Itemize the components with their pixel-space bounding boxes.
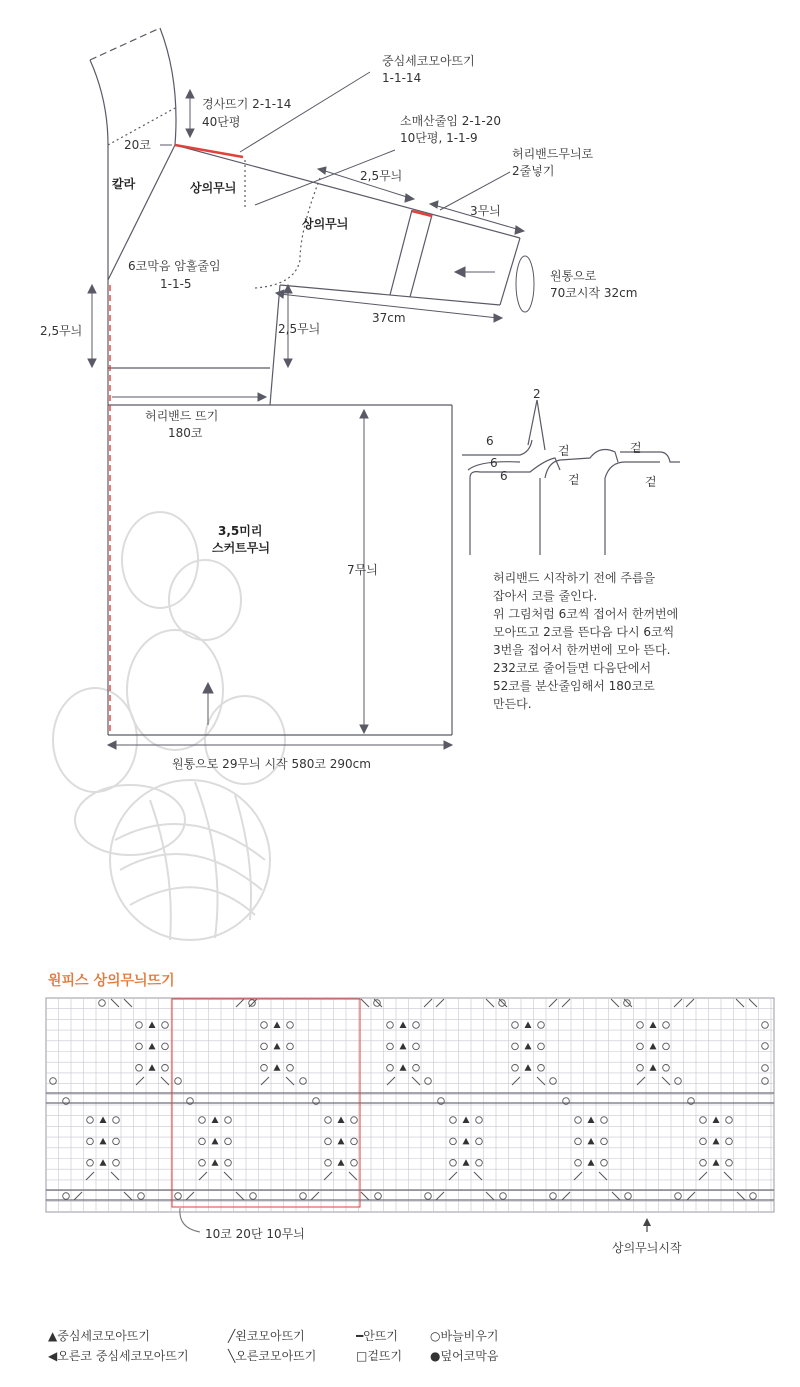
yarn-over-symbol xyxy=(700,1117,707,1124)
yarn-over-symbol xyxy=(550,1193,557,1200)
note-line: 위 그림처럼 6코씩 접어서 한꺼번에 xyxy=(493,607,679,621)
left-decrease-symbol xyxy=(699,1172,707,1180)
center-decrease-symbol xyxy=(713,1159,720,1166)
yarn-over-symbol xyxy=(249,1000,256,1007)
stitch-chart-symbols xyxy=(50,999,769,1200)
legend-item: ▲중심세코모아뜨기 xyxy=(48,1329,150,1343)
left-decrease-symbol xyxy=(324,1172,332,1180)
right-decrease-symbol xyxy=(124,1192,132,1200)
yarn-over-symbol xyxy=(575,1160,582,1167)
left-decrease-symbol xyxy=(436,1192,444,1200)
left-decrease-symbol xyxy=(186,1192,194,1200)
note-line: 3번을 접어서 한꺼번에 모아 뜬다. xyxy=(493,643,671,657)
left-decrease-symbol xyxy=(236,999,244,1007)
center-decrease-symbol xyxy=(525,1043,532,1050)
yarn-over-symbol xyxy=(387,1065,394,1072)
yarn-over-symbol xyxy=(87,1138,94,1145)
waistband-knit-label: 허리밴드 뜨기 xyxy=(145,409,219,423)
yarn-over-symbol xyxy=(476,1160,483,1167)
left-decrease-symbol xyxy=(424,999,432,1007)
right-decrease-symbol xyxy=(486,999,494,1007)
yarn-over-symbol xyxy=(538,1065,545,1072)
yarn-over-symbol xyxy=(136,1043,143,1050)
legend-item: ╲오른코모아뜨기 xyxy=(228,1349,317,1363)
yarn-over-symbol xyxy=(136,1065,143,1072)
yarn-over-symbol xyxy=(726,1160,733,1167)
height-25-mid-label: 2,5무늬 xyxy=(278,322,321,336)
yarn-over-symbol xyxy=(575,1138,582,1145)
left-decrease-symbol xyxy=(199,1172,207,1180)
yarn-over-symbol xyxy=(162,1043,169,1050)
height-7-label: 7무늬 xyxy=(347,563,378,577)
yarn-over-symbol xyxy=(726,1138,733,1145)
right-decrease-symbol xyxy=(111,999,119,1007)
left-decrease-symbol xyxy=(449,1172,457,1180)
yarn-over-symbol xyxy=(225,1117,232,1124)
note-line: 52코를 분산줄임해서 180코로 xyxy=(493,679,655,693)
yarn-over-symbol xyxy=(476,1117,483,1124)
center-decrease-symbol xyxy=(149,1022,156,1029)
center-decrease-symbol xyxy=(400,1043,407,1050)
center-decrease-symbol xyxy=(212,1138,219,1145)
yarn-over-symbol xyxy=(500,1193,507,1200)
yarn-over-symbol xyxy=(113,1117,120,1124)
yarn-over-symbol xyxy=(476,1138,483,1145)
center-decrease-label: 중심세코모아뜨기 xyxy=(382,54,475,68)
yarn-over-symbol xyxy=(575,1117,582,1124)
note-line: 잡아서 코를 줄인다. xyxy=(493,589,598,603)
right-decrease-symbol xyxy=(361,1192,369,1200)
yarn-over-symbol xyxy=(637,1065,644,1072)
left-decrease-symbol xyxy=(686,999,694,1007)
yarn-over-symbol xyxy=(375,1193,382,1200)
pleat-note xyxy=(493,570,678,711)
yarn-over-symbol xyxy=(199,1117,206,1124)
center-decrease-symbol xyxy=(463,1138,470,1145)
center-decrease-symbol xyxy=(338,1117,345,1124)
yarn-over-symbol xyxy=(225,1160,232,1167)
center-decrease-symbol xyxy=(100,1117,107,1124)
yarn-over-symbol xyxy=(287,1022,294,1029)
yarn-over-symbol xyxy=(225,1138,232,1145)
start-note: 상의무늬시작 xyxy=(612,1241,682,1255)
yarn-over-symbol xyxy=(87,1160,94,1167)
legend-item: ◀오른코 중심세코모아뜨기 xyxy=(48,1349,189,1363)
yarn-over-symbol xyxy=(250,1193,257,1200)
pleat-fold-labels xyxy=(486,387,657,489)
right-decrease-symbol xyxy=(474,1172,482,1180)
yarn-over-symbol xyxy=(601,1117,608,1124)
skirt-pattern-label: 스커트무늬 xyxy=(212,541,270,555)
yarn-over-symbol xyxy=(663,1043,670,1050)
center-decrease-symbol xyxy=(650,1043,657,1050)
right-decrease-symbol xyxy=(737,1192,745,1200)
center-decrease-symbol xyxy=(588,1117,595,1124)
yarn-over-symbol xyxy=(261,1043,268,1050)
yarn-over-symbol xyxy=(351,1160,358,1167)
right-decrease-symbol xyxy=(224,1172,232,1180)
center-decrease-symbol xyxy=(338,1159,345,1166)
yarn-over-symbol xyxy=(425,1193,432,1200)
center-decrease-symbol xyxy=(274,1022,281,1029)
yarn-over-symbol xyxy=(762,1065,769,1072)
center-decrease-symbol xyxy=(463,1117,470,1124)
width-25-top-label: 2,5무늬 xyxy=(360,169,403,183)
center-decrease-symbol xyxy=(149,1043,156,1050)
yarn-over-symbol xyxy=(138,1193,145,1200)
left-decrease-symbol xyxy=(562,999,570,1007)
left-decrease-symbol xyxy=(74,1192,82,1200)
yarn-over-symbol xyxy=(325,1160,332,1167)
note-line: 232코로 줄어들면 다음단에서 xyxy=(493,661,652,675)
center-decrease-symbol xyxy=(212,1159,219,1166)
yarn-over-symbol xyxy=(136,1022,143,1029)
waistband-pattern-label: 허리밴드무늬로 xyxy=(512,147,594,161)
yarn-over-symbol xyxy=(387,1043,394,1050)
legend-item: ╱왼코모아뜨기 xyxy=(228,1329,305,1343)
yarn-over-symbol xyxy=(175,1193,182,1200)
skirt-needle-label: 3,5미리 xyxy=(218,524,263,538)
yarn-over-symbol xyxy=(87,1117,94,1124)
right-decrease-symbol xyxy=(486,1192,494,1200)
yarn-over-symbol xyxy=(726,1117,733,1124)
center-decrease-symbol xyxy=(100,1159,107,1166)
center-decrease-symbol xyxy=(274,1043,281,1050)
bodice-pattern-label-2: 상의무늬 xyxy=(302,217,349,231)
yarn-over-symbol xyxy=(162,1022,169,1029)
center-decrease-symbol xyxy=(713,1117,720,1124)
yarn-over-symbol xyxy=(199,1138,206,1145)
height-25-left-label: 2,5무늬 xyxy=(40,324,83,338)
center-decrease-symbol xyxy=(149,1064,156,1071)
sleeve-cap-sub: 10단평, 1-1-9 xyxy=(400,131,478,145)
waistband-stitches-label: 180코 xyxy=(168,426,203,440)
right-decrease-symbol xyxy=(611,999,619,1007)
yarn-over-symbol xyxy=(700,1138,707,1145)
fold-outside-label-4: 겉 xyxy=(645,475,657,489)
left-decrease-symbol xyxy=(311,1192,319,1200)
yarn-over-symbol xyxy=(99,1000,106,1007)
yarn-over-symbol xyxy=(663,1065,670,1072)
in-round-label: 원통으로 xyxy=(550,269,597,283)
yarn-over-symbol xyxy=(601,1160,608,1167)
center-decrease-symbol xyxy=(650,1022,657,1029)
left-decrease-symbol xyxy=(549,999,557,1007)
yarn-over-symbol xyxy=(538,1043,545,1050)
slope-label: 경사뜨기 2-1-14 xyxy=(202,97,292,111)
waistband-pattern-sub: 2줄넣기 xyxy=(512,164,555,178)
stitch-chart-grid xyxy=(46,998,774,1212)
yarn-over-symbol xyxy=(162,1065,169,1072)
yarn-over-symbol xyxy=(637,1043,644,1050)
fold-6-label-c: 6 xyxy=(500,469,508,483)
yarn-over-symbol xyxy=(512,1022,519,1029)
yarn-over-symbol xyxy=(450,1138,457,1145)
width-3-label: 3무늬 xyxy=(470,204,501,218)
yarn-over-symbol xyxy=(287,1065,294,1072)
cactus-yarn-watermark xyxy=(53,512,285,940)
yarn-over-symbol xyxy=(499,1000,506,1007)
legend xyxy=(48,1328,499,1363)
yarn-over-symbol xyxy=(601,1138,608,1145)
note-line: 모아뜨고 2코를 뜬다음 다시 6코씩 xyxy=(493,625,675,639)
left-decrease-symbol xyxy=(674,999,682,1007)
right-decrease-symbol xyxy=(111,1172,119,1180)
in-round-sub: 70코시작 32cm xyxy=(550,286,638,300)
yarn-over-symbol xyxy=(512,1065,519,1072)
yarn-over-symbol xyxy=(113,1138,120,1145)
center-decrease-symbol xyxy=(274,1064,281,1071)
yarn-over-symbol xyxy=(261,1065,268,1072)
legend-item: ━안뜨기 xyxy=(356,1329,399,1343)
center-decrease-symbol xyxy=(525,1022,532,1029)
length-37cm-label: 37cm xyxy=(372,311,406,325)
yarn-over-symbol xyxy=(762,1043,769,1050)
bottom-width-label: 원통으로 29무늬 시작 580코 290cm xyxy=(172,757,371,771)
yarn-over-symbol xyxy=(750,1193,757,1200)
yarn-over-symbol xyxy=(261,1022,268,1029)
armhole-decrease-label: 6코막음 암홀줄임 xyxy=(128,259,221,273)
start-arrowhead-icon xyxy=(643,1218,651,1226)
yarn-over-symbol xyxy=(63,1193,70,1200)
center-decrease-symbol xyxy=(588,1159,595,1166)
yarn-over-symbol xyxy=(413,1065,420,1072)
yarn-over-symbol xyxy=(663,1022,670,1029)
left-decrease-symbol xyxy=(562,1192,570,1200)
yarn-over-symbol xyxy=(637,1022,644,1029)
yarn-over-symbol xyxy=(450,1160,457,1167)
right-decrease-symbol xyxy=(724,1172,732,1180)
stitches-20-label: 20코 xyxy=(124,138,151,152)
note-line: 만든다. xyxy=(493,697,532,711)
armhole-decrease-sub: 1-1-5 xyxy=(160,277,192,291)
yarn-over-symbol xyxy=(675,1193,682,1200)
fold-6-label-b: 6 xyxy=(490,456,498,470)
slope-sub: 40단평 xyxy=(202,115,241,129)
fold-2-label: 2 xyxy=(533,387,541,401)
center-decrease-symbol xyxy=(400,1064,407,1071)
red-markers xyxy=(110,145,432,735)
center-decrease-symbol xyxy=(525,1064,532,1071)
right-decrease-symbol xyxy=(736,999,744,1007)
right-decrease-symbol xyxy=(599,1172,607,1180)
note-line: 허리밴드 시작하기 전에 주름을 xyxy=(493,571,656,585)
legend-item: ○바늘비우기 xyxy=(430,1329,499,1343)
center-decrease-symbol xyxy=(400,1022,407,1029)
left-decrease-symbol xyxy=(574,1172,582,1180)
sleeve-cap-label: 소매산줄임 2-1-20 xyxy=(400,114,501,128)
center-decrease-symbol xyxy=(212,1117,219,1124)
right-decrease-symbol xyxy=(612,1192,620,1200)
yarn-over-symbol xyxy=(351,1138,358,1145)
right-decrease-symbol xyxy=(749,999,757,1007)
yarn-over-symbol xyxy=(374,1000,381,1007)
right-decrease-symbol xyxy=(349,1172,357,1180)
center-decrease-symbol xyxy=(650,1064,657,1071)
center-decrease-symbol xyxy=(338,1138,345,1145)
center-decrease-symbol xyxy=(100,1138,107,1145)
yarn-over-symbol xyxy=(387,1022,394,1029)
yarn-over-symbol xyxy=(413,1043,420,1050)
yarn-over-symbol xyxy=(450,1117,457,1124)
collar-label: 칼라 xyxy=(112,177,136,191)
legend-item: ●덮어코막음 xyxy=(430,1349,499,1363)
fold-6-label-a: 6 xyxy=(486,434,494,448)
fold-outside-label-3: 겉 xyxy=(568,473,580,487)
yarn-over-symbol xyxy=(300,1193,307,1200)
yarn-over-symbol xyxy=(512,1043,519,1050)
fold-outside-label-2: 겉 xyxy=(630,441,642,455)
center-decrease-symbol xyxy=(713,1138,720,1145)
yarn-over-symbol xyxy=(625,1193,632,1200)
yarn-over-symbol xyxy=(325,1138,332,1145)
right-decrease-symbol xyxy=(124,999,132,1007)
chart-title: 원피스 상의무늬뜨기 xyxy=(48,973,175,989)
yarn-over-symbol xyxy=(199,1160,206,1167)
left-decrease-symbol xyxy=(86,1172,94,1180)
bodice-pattern-label: 상의무늬 xyxy=(190,181,237,195)
left-decrease-symbol xyxy=(687,1192,695,1200)
left-decrease-symbol xyxy=(436,999,444,1007)
center-decrease-symbol xyxy=(463,1159,470,1166)
yarn-over-symbol xyxy=(325,1117,332,1124)
yarn-over-symbol xyxy=(624,1000,631,1007)
yarn-over-symbol xyxy=(700,1160,707,1167)
yarn-over-symbol xyxy=(538,1022,545,1029)
right-decrease-symbol xyxy=(361,999,369,1007)
yarn-over-symbol xyxy=(287,1043,294,1050)
right-decrease-symbol xyxy=(236,1192,244,1200)
yarn-over-symbol xyxy=(351,1117,358,1124)
fold-outside-label-1: 겉 xyxy=(558,444,570,458)
yarn-over-symbol xyxy=(413,1022,420,1029)
center-decrease-sub: 1-1-14 xyxy=(382,71,422,85)
yarn-over-symbol xyxy=(113,1160,120,1167)
legend-item: □겉뜨기 xyxy=(356,1349,403,1363)
repeat-note: 10코 20단 10무늬 xyxy=(205,1227,305,1241)
center-decrease-symbol xyxy=(588,1138,595,1145)
yarn-over-symbol xyxy=(762,1022,769,1029)
